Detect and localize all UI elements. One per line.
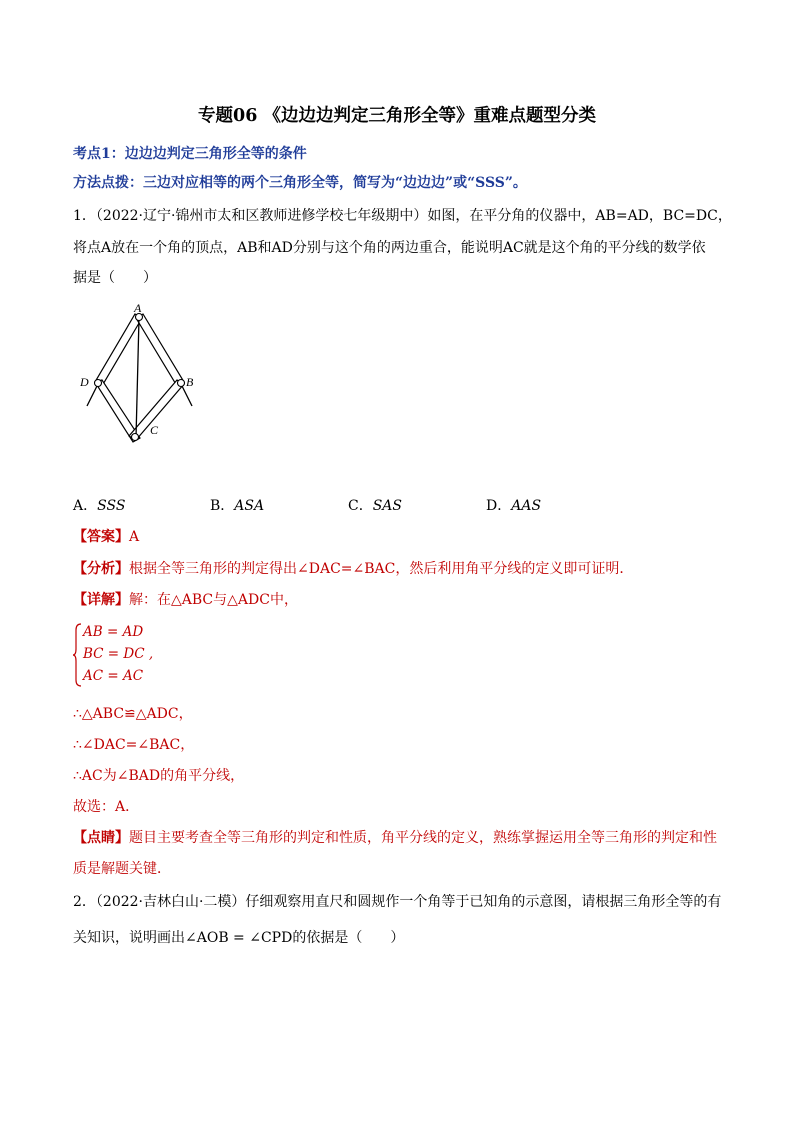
option-b-label: B． <box>210 498 235 514</box>
point-label-b: B <box>186 375 194 389</box>
answer-line <box>73 527 139 547</box>
choice-line: 故选：A． <box>73 799 140 815</box>
comment-text-1: 题目主要考查全等三角形的判定和性质，角平分线的定义，熟练掌握运用全等三角形的判定和性 <box>129 830 717 846</box>
equation-row: AB = AD <box>83 624 144 640</box>
option-a[interactable] <box>73 496 125 516</box>
option-d-value: AAS <box>511 498 542 514</box>
angle-bisector-instrument-figure <box>80 300 210 455</box>
detail-line <box>73 590 298 610</box>
left-brace-icon <box>73 622 83 688</box>
proof-step-2: ∴∠DAC=∠BAC， <box>73 737 195 753</box>
proof-step-1: ∴△ABC≌△ADC， <box>73 706 193 722</box>
comment-tag: 【点睛】 <box>73 830 129 846</box>
q1-stem-line-2: 将点A放在一个角的顶点，AB和AD分别与这个角的两边重合，能说明AC就是这个角的平分线的数学依 <box>73 240 706 256</box>
point-label-c: C <box>150 423 159 437</box>
answer-value: A <box>129 529 140 545</box>
method-tip: 方法点拨：三边对应相等的两个三角形全等，简写为“边边边”或“SSS”。 <box>73 175 527 191</box>
proof-step-3: ∴AC为∠BAD的角平分线， <box>73 768 245 784</box>
option-c-label: C． <box>348 498 373 514</box>
option-a-label: A． <box>73 498 98 514</box>
option-d-label: D． <box>486 498 512 514</box>
q2-stem-line-1: 2．（2022·吉林白山·二模）仔细观察用直尺和圆规作一个角等于已知角的示意图，请根据三角形全等的有 <box>73 894 722 910</box>
analysis-line <box>73 559 633 579</box>
analysis-text: 根据全等三角形的判定得出∠DAC=∠BAC，然后利用角平分线的定义即可证明． <box>129 561 634 577</box>
option-b-value: ASA <box>234 498 265 514</box>
option-b[interactable] <box>210 496 264 516</box>
equation-row: AC = AC <box>83 668 144 684</box>
option-c[interactable] <box>348 496 402 516</box>
option-d[interactable] <box>486 496 541 516</box>
q1-stem-line-3: 据是（ ） <box>73 270 157 286</box>
equation-system <box>73 622 163 688</box>
analysis-tag: 【分析】 <box>73 561 129 577</box>
section-heading: 考点1：边边边判定三角形全等的条件 <box>73 146 307 162</box>
option-c-value: SAS <box>372 498 403 514</box>
page-title: 专题06 《边边边判定三角形全等》重难点题型分类 <box>198 106 596 126</box>
detail-tag: 【详解】 <box>73 592 129 608</box>
point-label-d: D <box>80 375 89 389</box>
q1-stem-line-1: 1．（2022·辽宁·锦州市太和区教师进修学校七年级期中）如图，在平分角的仪器中，AB=AD，BC=DC， <box>73 208 732 224</box>
option-a-value: SSS <box>97 498 126 514</box>
point-label-a: A <box>134 301 142 315</box>
comment-line-1 <box>73 828 717 848</box>
answer-tag: 【答案】 <box>73 529 129 545</box>
q2-stem-line-2: 关知识，说明画出∠AOB = ∠CPD的依据是（ ） <box>73 930 405 946</box>
comment-line-2: 质是解题关键． <box>73 861 171 877</box>
equation-row: BC = DC , <box>83 646 154 662</box>
detail-intro: 解：在△ABC与△ADC中， <box>129 592 298 608</box>
